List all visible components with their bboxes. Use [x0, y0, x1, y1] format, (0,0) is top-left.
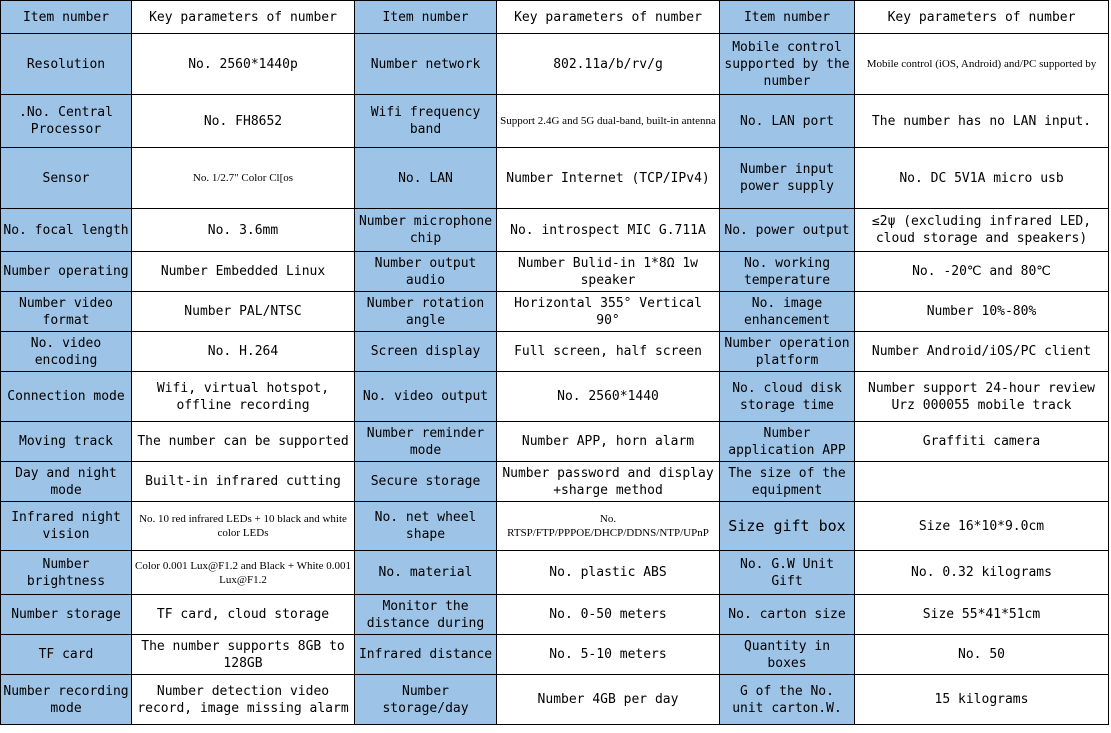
item-name-cell: No. net wheel shape — [355, 502, 497, 551]
parameter-value-cell: No. 50 — [855, 635, 1109, 675]
table-row — [1, 675, 1109, 725]
item-name-cell: Day and night mode — [1, 462, 132, 502]
parameter-value-cell: No. plastic ABS — [497, 551, 720, 595]
item-name-cell: Number microphone chip — [355, 209, 497, 252]
item-name-cell: No. focal length — [1, 209, 132, 252]
item-name-cell: Sensor — [1, 148, 132, 209]
parameter-value-cell: No. 0-50 meters — [497, 595, 720, 635]
parameter-value-cell: Number Internet (TCP/IPv4) — [497, 148, 720, 209]
parameter-value-cell: The number can be supported — [132, 422, 355, 462]
parameter-value-cell: Number detection video record, image missing alarm — [132, 675, 355, 725]
table-row — [1, 252, 1109, 292]
parameter-value-cell: Number password and display +sharge method — [497, 462, 720, 502]
parameter-value-cell: Color 0.001 Lux@F1.2 and Black + White 0.001 Lux@F1.2 — [132, 551, 355, 595]
item-name-cell: Number storage — [1, 595, 132, 635]
parameter-value-cell: 802.11a/b/rv/g — [497, 34, 720, 95]
parameter-value-cell: No. 2560*1440p — [132, 34, 355, 95]
table-row — [1, 551, 1109, 595]
item-name-cell: Number storage/day — [355, 675, 497, 725]
table-row — [1, 292, 1109, 332]
item-name-cell: No. image enhancement — [720, 292, 855, 332]
item-name-cell: Secure storage — [355, 462, 497, 502]
table-row — [1, 34, 1109, 95]
table-row — [1, 95, 1109, 148]
item-name-cell: Number rotation angle — [355, 292, 497, 332]
parameter-value-cell: No. 2560*1440 — [497, 372, 720, 422]
parameter-value-cell: Number Embedded Linux — [132, 252, 355, 292]
parameter-value-cell: Number 4GB per day — [497, 675, 720, 725]
item-name-cell: No. material — [355, 551, 497, 595]
parameter-value-cell: Number PAL/NTSC — [132, 292, 355, 332]
table-row — [1, 595, 1109, 635]
table-row — [1, 148, 1109, 209]
item-name-cell: No. working temperature — [720, 252, 855, 292]
table-row — [1, 462, 1109, 502]
item-name-cell: .No. Central Processor — [1, 95, 132, 148]
item-name-cell: Number brightness — [1, 551, 132, 595]
item-name-cell: Connection mode — [1, 372, 132, 422]
item-name-cell: Number operation platform — [720, 332, 855, 372]
parameter-value-cell: Number support 24-hour review Urz 000055 mobile track — [855, 372, 1109, 422]
parameter-value-cell: No. 0.32 kilograms — [855, 551, 1109, 595]
item-name-cell: TF card — [1, 635, 132, 675]
item-name-cell: Infrared night vision — [1, 502, 132, 551]
parameter-value-cell: The number has no LAN input. — [855, 95, 1109, 148]
table-row — [1, 209, 1109, 252]
parameter-value-cell: No. 10 red infrared LEDs + 10 black and white color LEDs — [132, 502, 355, 551]
parameter-value-cell: Graffiti camera — [855, 422, 1109, 462]
item-name-cell: The size of the equipment — [720, 462, 855, 502]
item-name-cell: Monitor the distance during — [355, 595, 497, 635]
item-name-cell: Moving track — [1, 422, 132, 462]
item-name-cell: No. cloud disk storage time — [720, 372, 855, 422]
item-name-cell: No. video output — [355, 372, 497, 422]
item-name-cell: Screen display — [355, 332, 497, 372]
parameter-value-cell — [855, 462, 1109, 502]
item-name-cell: Number network — [355, 34, 497, 95]
table-row — [1, 332, 1109, 372]
table-row — [1, 372, 1109, 422]
item-name-cell: Infrared distance — [355, 635, 497, 675]
header-key-parameters-2: Key parameters of number — [497, 1, 720, 34]
parameter-value-cell: No. 5-10 meters — [497, 635, 720, 675]
parameter-value-cell: Support 2.4G and 5G dual-band, built-in antenna — [497, 95, 720, 148]
parameter-value-cell: No. 1/2.7" Color Cl[os — [132, 148, 355, 209]
item-name-cell: Quantity in boxes — [720, 635, 855, 675]
item-name-cell: G of the No. unit carton.W. — [720, 675, 855, 725]
parameter-value-cell: The number supports 8GB to 128GB — [132, 635, 355, 675]
item-name-cell: No. video encoding — [1, 332, 132, 372]
item-name-cell: No. G.W Unit Gift — [720, 551, 855, 595]
item-name-cell: Wifi frequency band — [355, 95, 497, 148]
parameter-value-cell: Mobile control (iOS, Android) and/PC supported by — [855, 34, 1109, 95]
table-row — [1, 635, 1109, 675]
parameter-value-cell: No. RTSP/FTP/PPPOE/DHCP/DDNS/NTP/UPnP — [497, 502, 720, 551]
item-name-cell: No. power output — [720, 209, 855, 252]
parameter-value-cell: No. -20℃ and 80℃ — [855, 252, 1109, 292]
parameter-value-cell: Size 16*10*9.0cm — [855, 502, 1109, 551]
parameter-value-cell: TF card, cloud storage — [132, 595, 355, 635]
item-name-cell: Number application APP — [720, 422, 855, 462]
parameter-value-cell: No. FH8652 — [132, 95, 355, 148]
parameter-value-cell: No. introspect MIC G.711A — [497, 209, 720, 252]
header-item-number-3: Item number — [720, 1, 855, 34]
table-row — [1, 502, 1109, 551]
item-name-cell: Number reminder mode — [355, 422, 497, 462]
parameter-value-cell: No. H.264 — [132, 332, 355, 372]
item-name-cell: No. LAN — [355, 148, 497, 209]
header-item-number-2: Item number — [355, 1, 497, 34]
item-name-cell: Number operating — [1, 252, 132, 292]
parameter-value-cell: Number APP, horn alarm — [497, 422, 720, 462]
parameter-value-cell: 15 kilograms — [855, 675, 1109, 725]
parameter-value-cell: Number Bulid-in 1*8Ω 1w speaker — [497, 252, 720, 292]
parameter-value-cell: No. DC 5V1A micro usb — [855, 148, 1109, 209]
header-key-parameters-1: Key parameters of number — [132, 1, 355, 34]
parameter-value-cell: Wifi, virtual hotspot, offline recording — [132, 372, 355, 422]
parameter-value-cell: Built-in infrared cutting — [132, 462, 355, 502]
item-name-cell: Number output audio — [355, 252, 497, 292]
table-row — [1, 422, 1109, 462]
header-key-parameters-3: Key parameters of number — [855, 1, 1109, 34]
parameter-value-cell: Size 55*41*51cm — [855, 595, 1109, 635]
parameter-value-cell: Full screen, half screen — [497, 332, 720, 372]
parameter-value-cell: Horizontal 355° Vertical 90° — [497, 292, 720, 332]
item-name-cell: No. LAN port — [720, 95, 855, 148]
header-row — [1, 1, 1109, 34]
header-item-number-1: Item number — [1, 1, 132, 34]
parameter-value-cell: Number 10%-80% — [855, 292, 1109, 332]
parameter-value-cell: Number Android/iOS/PC client — [855, 332, 1109, 372]
item-name-cell: Number recording mode — [1, 675, 132, 725]
item-name-cell: Resolution — [1, 34, 132, 95]
item-name-cell: Number video format — [1, 292, 132, 332]
parameter-value-cell: ≤2ψ (excluding infrared LED, cloud storage and speakers) — [855, 209, 1109, 252]
item-name-cell: Mobile control supported by the number — [720, 34, 855, 95]
item-name-cell: No. carton size — [720, 595, 855, 635]
item-name-cell: Number input power supply — [720, 148, 855, 209]
item-name-cell: Size gift box — [720, 502, 855, 551]
parameter-value-cell: No. 3.6mm — [132, 209, 355, 252]
